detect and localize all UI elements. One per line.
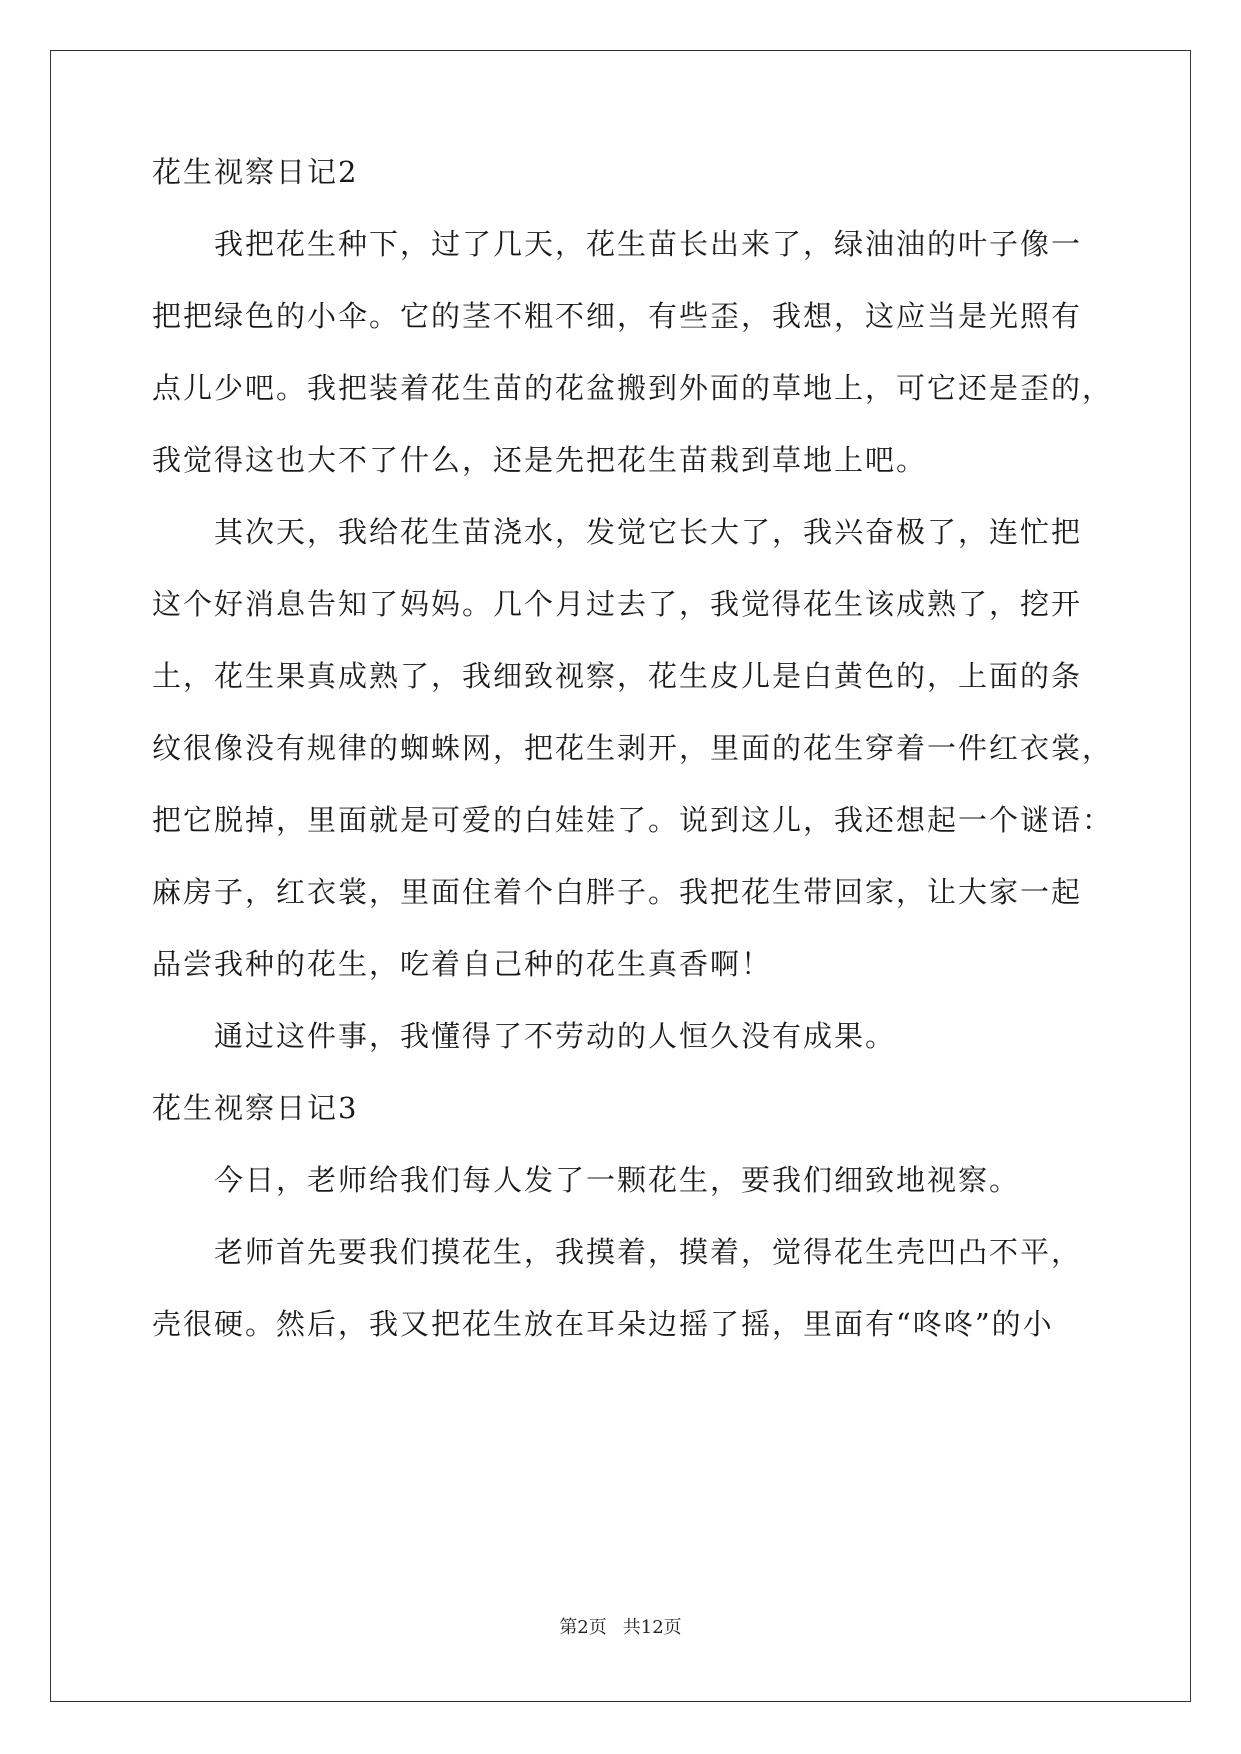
paragraph-line: 麻房子，红衣裳，里面住着个白胖子。我把花生带回家，让大家一起 <box>152 875 1083 909</box>
paragraph-line: 品尝我种的花生，吃着自己种的花生真香啊！ <box>152 947 773 981</box>
paragraph-line: 点儿少吧。我把装着花生苗的花盆搬到外面的草地上，可它还是歪的， <box>152 371 1114 405</box>
page-footer <box>0 1616 1241 1640</box>
page-number: 第2页 <box>559 1617 607 1638</box>
paragraph-line: 把它脱掉，里面就是可爱的白娃娃了。说到这儿，我还想起一个谜语： <box>152 803 1114 837</box>
section-title: 花生视察日记3 <box>152 1091 359 1125</box>
paragraph-line: 壳很硬。然后，我又把花生放在耳朵边摇了摇，里面有“咚咚”的小 <box>152 1307 1054 1341</box>
paragraph-line: 这个好消息告知了妈妈。几个月过去了，我觉得花生该成熟了，挖开 <box>152 587 1083 621</box>
section-title: 花生视察日记2 <box>152 155 359 189</box>
page-total: 共12页 <box>622 1617 682 1638</box>
paragraph-line: 把把绿色的小伞。它的茎不粗不细，有些歪，我想，这应当是光照有 <box>152 299 1083 333</box>
paragraph-line: 老师首先要我们摸花生，我摸着，摸着，觉得花生壳凹凸不平， <box>214 1235 1083 1269</box>
paragraph-line: 通过这件事，我懂得了不劳动的人恒久没有成果。 <box>214 1019 897 1053</box>
paragraph-line: 纹很像没有规律的蜘蛛网，把花生剥开，里面的花生穿着一件红衣裳， <box>152 731 1114 765</box>
paragraph-line: 其次天，我给花生苗浇水，发觉它长大了，我兴奋极了，连忙把 <box>214 515 1083 549</box>
paragraph-line: 我把花生种下，过了几天，花生苗长出来了，绿油油的叶子像一 <box>214 227 1083 261</box>
paragraph-line: 我觉得这也大不了什么，还是先把花生苗栽到草地上吧。 <box>152 443 928 477</box>
paragraph-line: 今日，老师给我们每人发了一颗花生，要我们细致地视察。 <box>214 1163 1021 1197</box>
paragraph-line: 土，花生果真成熟了，我细致视察，花生皮儿是白黄色的，上面的条 <box>152 659 1083 693</box>
